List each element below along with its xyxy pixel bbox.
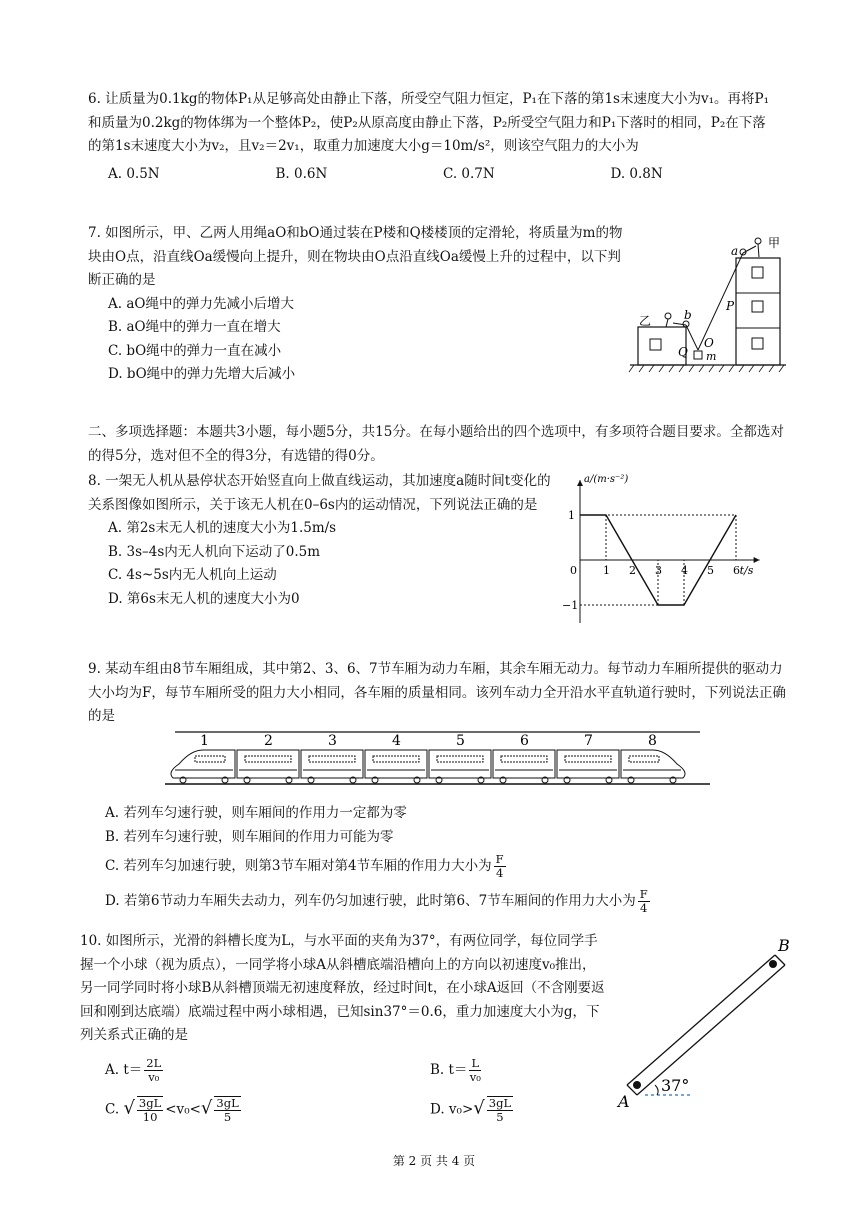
fraction-f-over-4: $\frac{F}{4}$ (495, 852, 504, 880)
x-axis-label: t/s (739, 564, 754, 577)
x-tick-label: 1 (603, 564, 610, 577)
y-tick-label: 1 (568, 509, 575, 522)
train-car (621, 750, 685, 778)
label-A: A (618, 1092, 630, 1110)
label-P: P (726, 299, 735, 313)
car-number: 8 (648, 733, 657, 749)
question-9 (88, 658, 788, 729)
question-9-options (105, 802, 805, 915)
acceleration-time-chart (560, 472, 790, 632)
section-2-heading: 二、多项选择题：本题共3小题，每小题5分，共15分。在每小题给出的四个选项中，有多项符合题目要求。全都选对的得5分，选对但不全的得3分，有选错的得0分。 (88, 424, 784, 464)
question-7-stem: 7. 如图所示，甲、乙两人用绳aO和bO通过装在P楼和Q楼楼顶的定滑轮，将质量为m的物块由O点，沿直线Oa缓慢向上提升，则在物块由O点沿直线Oa缓慢上升的过程中，以下判断正确的是 (88, 225, 623, 288)
train-car (493, 750, 555, 778)
x-tick-label: 2 (629, 564, 636, 577)
label-a: a (731, 244, 739, 258)
q10-option-d: D. v₀>√ $\frac{3gL}{5}$ (430, 1096, 512, 1124)
train-car (365, 750, 427, 778)
fraction-f-over-4: $\frac{F}{4}$ (639, 887, 648, 915)
q9-option-d (105, 888, 805, 915)
x-tick-label: 4 (681, 564, 688, 577)
x-tick-label: 0 (570, 564, 577, 577)
question-6-stem: 6. 让质量为0.1kg的物体P₁从足够高处由静止下落，所受空气阻力恒定，P₁在下落的第1s末速度大小为v₁。再将P₁和质量为0.2kg的物体绑为一个整体P₂，使P₂从原高度由静止下落，P₂所受空气阻力和P₁下落时的相同，P₂在下落的第1s末速度大小为v₂，且v₂＝2v₁，取重力加速度大小g＝10m/s²，则该空气阻力的大小为 (88, 91, 770, 154)
label-B: B (778, 936, 790, 955)
q10-option-c: C. √ $\frac{3gL}{10}$ <v₀<√ $\frac{3gL}{5}$ (105, 1096, 239, 1124)
label-m: m (706, 350, 717, 363)
y-axis-label: a/(m·s⁻²) (584, 474, 629, 485)
question-7 (88, 222, 628, 387)
q6-option-c: C. 0.7N (443, 165, 495, 182)
question-8-stem: 8. 一架无人机从悬停状态开始竖直向上做直线运动，其加速度a随时间t变化的关系图像如图所示，关于该无人机在0–6s内的运动情况，下列说法正确的是 (88, 473, 551, 513)
y-axis-arrow (577, 480, 583, 486)
car-number: 4 (392, 733, 401, 749)
q7-option-b: B. aO绳中的弹力一直在增大 (108, 319, 281, 335)
train-car (301, 750, 363, 778)
question-8 (88, 470, 558, 611)
q7-option-d: D. bO绳中的弹力先增大后减小 (108, 366, 296, 382)
car-number: 2 (264, 733, 273, 749)
incline-figure (615, 935, 795, 1110)
question-9-stem: 9. 某动车组由8节车厢组成，其中第2、3、6、7节车厢为动力车厢，其余车厢无动力。每节动力车厢所提供的驱动力大小均为F，每节车厢所受的阻力大小相同，各车厢的质量相同。该列车动力全开沿水平直轨道行驶时，下列说法正确的是 (88, 661, 786, 724)
train-car (237, 750, 299, 778)
page-footer: 第 2 页 共 4 页 (392, 1154, 476, 1168)
train-car (429, 750, 491, 778)
q8-option-d: D. 第6s末无人机的速度大小为0 (108, 590, 300, 607)
q6-option-d: D. 0.8N (610, 165, 663, 182)
q10-option-b: B. t＝ $\frac{L}{\text{v₀}}$ (430, 1055, 481, 1084)
q6-option-b: B. 0.6N (275, 165, 328, 182)
label-jia: 甲 (768, 236, 781, 250)
question-10 (80, 930, 605, 1048)
car-number: 3 (328, 733, 337, 749)
q8-option-b: B. 3s–4s内无人机向下运动了0.5m (108, 543, 321, 560)
pulley-buildings-figure (628, 230, 788, 380)
question-10-options (105, 1050, 665, 1130)
car-number: 1 (200, 733, 209, 749)
question-6 (88, 88, 778, 186)
q9-option-b: B. 若列车匀速行驶，则车厢间的作用力可能为零 (105, 828, 394, 845)
train-figure (165, 728, 710, 786)
x-axis-arrow (754, 557, 760, 563)
q7-option-a: A. aO绳中的弹力先减小后增大 (108, 295, 294, 312)
car-number: 5 (456, 733, 465, 749)
q9-option-a: A. 若列车匀速行驶，则车厢间的作用力一定都为零 (105, 805, 407, 821)
label-Q: Q (678, 345, 688, 359)
car-number: 6 (520, 733, 529, 749)
y-tick-label: −1 (562, 599, 579, 612)
q9-option-d-text: D. 若第6节动力车厢失去动力，列车仍匀加速行驶，此时第6、7节车厢间的作用力大小为 (105, 893, 636, 909)
x-tick-label: 3 (655, 564, 662, 577)
label-angle: 37° (661, 1076, 690, 1095)
q9-option-c (105, 853, 805, 880)
x-tick-label: 6 (733, 564, 740, 577)
label-b: b (684, 308, 692, 322)
train-car (557, 750, 619, 778)
label-yi: 乙 (639, 314, 652, 328)
q8-option-a: A. 第2s末无人机的速度大小为1.5m/s (108, 520, 337, 536)
q7-option-c: C. bO绳中的弹力一直在减小 (108, 342, 282, 359)
q10-option-a: A. t＝ $\frac{2L}{\text{v₀}}$ (105, 1055, 162, 1084)
x-tick-label: 5 (707, 564, 714, 577)
q9-option-c-text: C. 若列车匀加速行驶，则第3节车厢对第4节车厢的作用力大小为 (105, 858, 492, 874)
label-O: O (704, 336, 714, 350)
question-10-stem: 10. 如图所示，光滑的斜槽长度为L，与水平面的夹角为37°，有两位同学，每位同学手握一个小球（视为质点），一同学将小球A从斜槽底端沿槽向上的方向以初速度v₀推出，另一同学同时将小球B从斜槽顶端无初速度释放，经过时间t，在小球A返回（不含刚要返回和刚到达底端）底端过程中两小球相遇，已知sin37°＝0.6，重力加速度大小为g，下列关系式正确的是 (80, 933, 605, 1043)
q8-option-c: C. 4s~5s内无人机向上运动 (108, 567, 277, 583)
train-car (171, 750, 235, 778)
car-number: 7 (584, 733, 593, 749)
q6-option-a: A. 0.5N (108, 165, 160, 182)
